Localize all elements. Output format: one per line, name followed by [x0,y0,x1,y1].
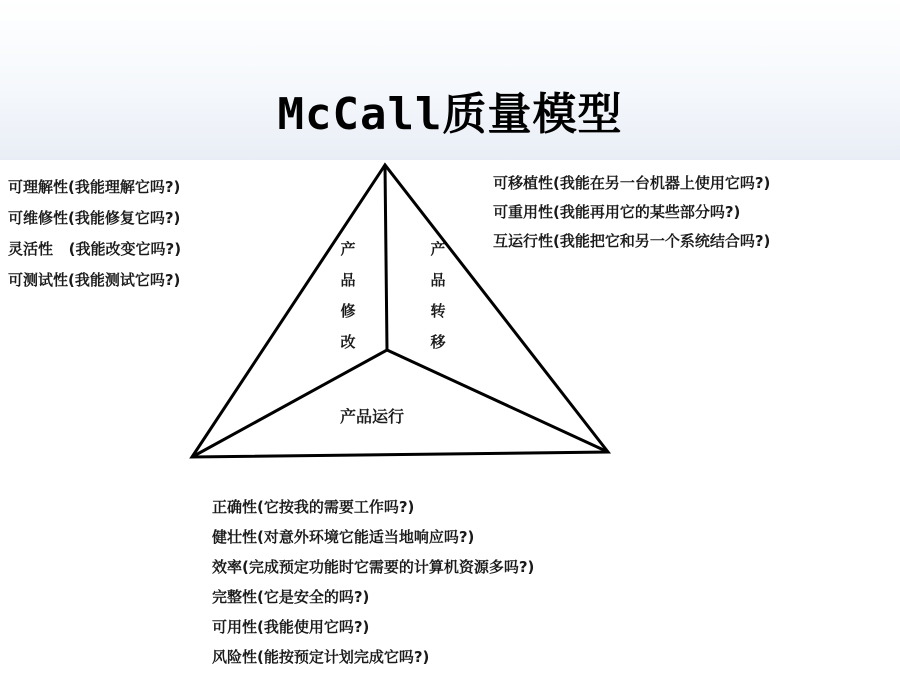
revision-factor-item: 可测试性(我能测试它吗?) [8,271,181,289]
revision-factor-item: 可理解性(我能理解它吗?) [8,178,181,196]
transition-factor-item: 互运行性(我能把它和另一个系统结合吗?) [493,232,771,250]
product-transition-label [428,234,448,358]
operation-factor-item: 完整性(它是安全的吗?) [212,588,370,606]
operation-factor-item: 效率(完成预定功能时它需要的计算机资源多吗?) [212,558,535,576]
vertical-label-text: 产品修改 [340,240,356,351]
operation-factor-item: 风险性(能按预定计划完成它吗?) [212,648,430,666]
operation-factor-item: 健壮性(对意外环境它能适当地响应吗?) [212,528,475,546]
transition-factor-item: 可重用性(我能再用它的某些部分吗?) [493,203,741,221]
slide-title: McCall质量模型 [277,89,623,140]
right-divider-line [387,350,608,452]
vertical-label-text: 产品转移 [430,240,446,351]
product-operation-label: 产品运行 [340,407,405,426]
product-revision-label [338,234,358,358]
revision-factor-item: 可维修性(我能修复它吗?) [8,209,181,227]
apex-divider-line [385,165,387,350]
transition-factor-item: 可移植性(我能在另一台机器上使用它吗?) [493,174,771,192]
operation-factor-item: 正确性(它按我的需要工作吗?) [212,498,415,516]
operation-factor-item: 可用性(我能使用它吗?) [212,618,370,636]
revision-factor-item: 灵活性 (我能改变它吗?) [8,240,182,258]
